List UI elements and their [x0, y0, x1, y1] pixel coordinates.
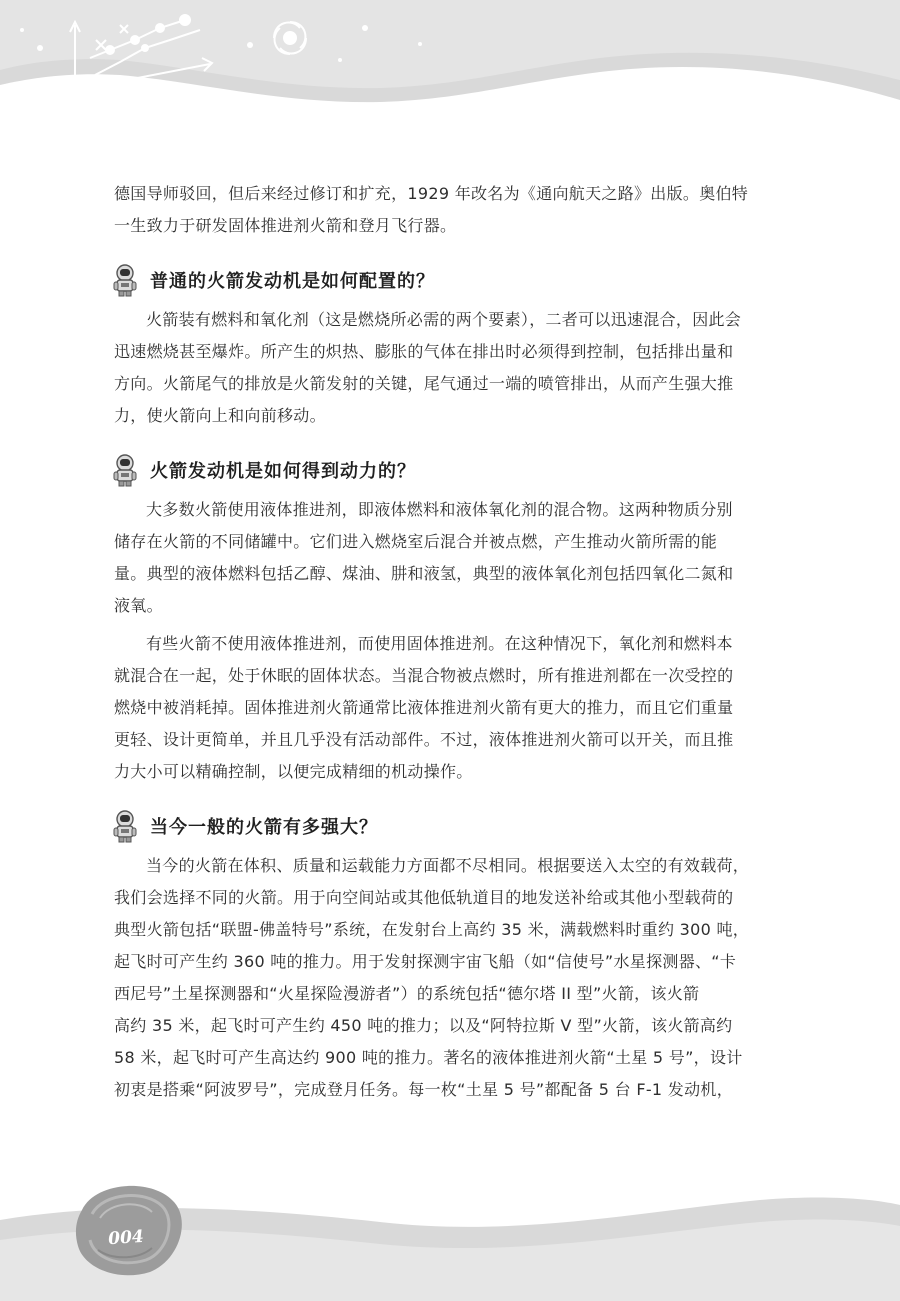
text-line: 液氧。: [114, 596, 163, 615]
text-line: 力，使火箭向上和向前移动。: [114, 406, 326, 425]
astronaut-icon: [110, 809, 140, 843]
text-line: 一生致力于研发固体推进剂火箭和登月飞行器。: [114, 216, 457, 235]
text-line: 迅速燃烧甚至爆炸。所产生的炽热、膨胀的气体在排出时必须得到控制，包括排出量和: [114, 342, 734, 361]
text-line: 初衷是搭乘“阿波罗号”，完成登月任务。每一枚“土星 5 号”都配备 5 台 F-1 发动机，: [114, 1080, 733, 1099]
text-line: 燃烧中被消耗掉。固体推进剂火箭通常比液体推进剂火箭有更大的推力，而且它们重量: [114, 698, 734, 717]
section-paragraph: [114, 304, 774, 432]
astronaut-icon: [110, 453, 140, 487]
section-title: 火箭发动机是如何得到动力的？: [150, 461, 416, 482]
text-line: 典型火箭包括“联盟-佛盖特号”系统，在发射台上高约 35 米，满载燃料时重约 300 吨，: [114, 920, 750, 939]
section-heading: [114, 806, 774, 846]
section-heading: [114, 260, 774, 300]
text-line: 量。典型的液体燃料包括乙醇、煤油、肼和液氢，典型的液体氧化剂包括四氧化二氮和: [114, 564, 734, 583]
page-number: 004: [107, 1226, 145, 1250]
text-line: 方向。火箭尾气的排放是火箭发射的关键，尾气通过一端的喷管排出，从而产生强大推: [114, 374, 734, 393]
section-paragraph: [114, 494, 774, 622]
section-title: 当今一般的火箭有多强大？: [150, 817, 378, 838]
text-line: 储存在火箭的不同储罐中。它们进入燃烧室后混合并被点燃，产生推动火箭所需的能: [114, 532, 718, 551]
intro-paragraph: [114, 178, 774, 242]
text-line: 有些火箭不使用液体推进剂，而使用固体推进剂。在这种情况下，氧化剂和燃料本: [146, 634, 733, 653]
text-line: 就混合在一起，处于休眠的固体状态。当混合物被点燃时，所有推进剂都在一次受控的: [114, 666, 734, 685]
section-heading: [114, 450, 774, 490]
text-line: 力大小可以精确控制，以便完成精细的机动操作。: [114, 762, 473, 781]
text-line: 火箭装有燃料和氧化剂（这是燃烧所必需的两个要素），二者可以迅速混合，因此会: [146, 310, 742, 329]
section-paragraph: [114, 850, 774, 1106]
section-title: 普通的火箭发动机是如何配置的？: [150, 271, 435, 292]
text-line: 起飞时可产生约 360 吨的推力。用于发射探测宇宙飞船（如“信使号”水星探测器、“卡: [114, 952, 737, 971]
text-line: 我们会选择不同的火箭。用于向空间站或其他低轨道目的地发送补给或其他小型载荷的: [114, 888, 734, 907]
text-line: 58 米，起飞时可产生高达约 900 吨的推力。著名的液体推进剂火箭“土星 5 号”，设计: [114, 1048, 743, 1067]
astronaut-icon: [110, 263, 140, 297]
text-line: 当今的火箭在体积、质量和运载能力方面都不尽相同。根据要送入太空的有效载荷，: [146, 856, 750, 875]
text-line: 德国导师驳回，但后来经过修订和扩充，1929 年改名为《通向航天之路》出版。奥伯特: [114, 184, 749, 203]
text-line: 更轻、设计更简单，并且几乎没有活动部件。不过，液体推进剂火箭可以开关，而且推: [114, 730, 734, 749]
page-content: [114, 178, 774, 1106]
text-line: 高约 35 米，起飞时可产生约 450 吨的推力；以及“阿特拉斯 V 型”火箭，该火箭高约: [114, 1016, 733, 1035]
header-decoration: [0, 0, 900, 130]
section-paragraph: [114, 628, 774, 788]
text-line: 西尼号”土星探测器和“火星探险漫游者”）的系统包括“德尔塔 II 型”火箭，该火箭: [114, 984, 700, 1003]
text-line: 大多数火箭使用液体推进剂，即液体燃料和液体氧化剂的混合物。这两种物质分别: [146, 500, 733, 519]
